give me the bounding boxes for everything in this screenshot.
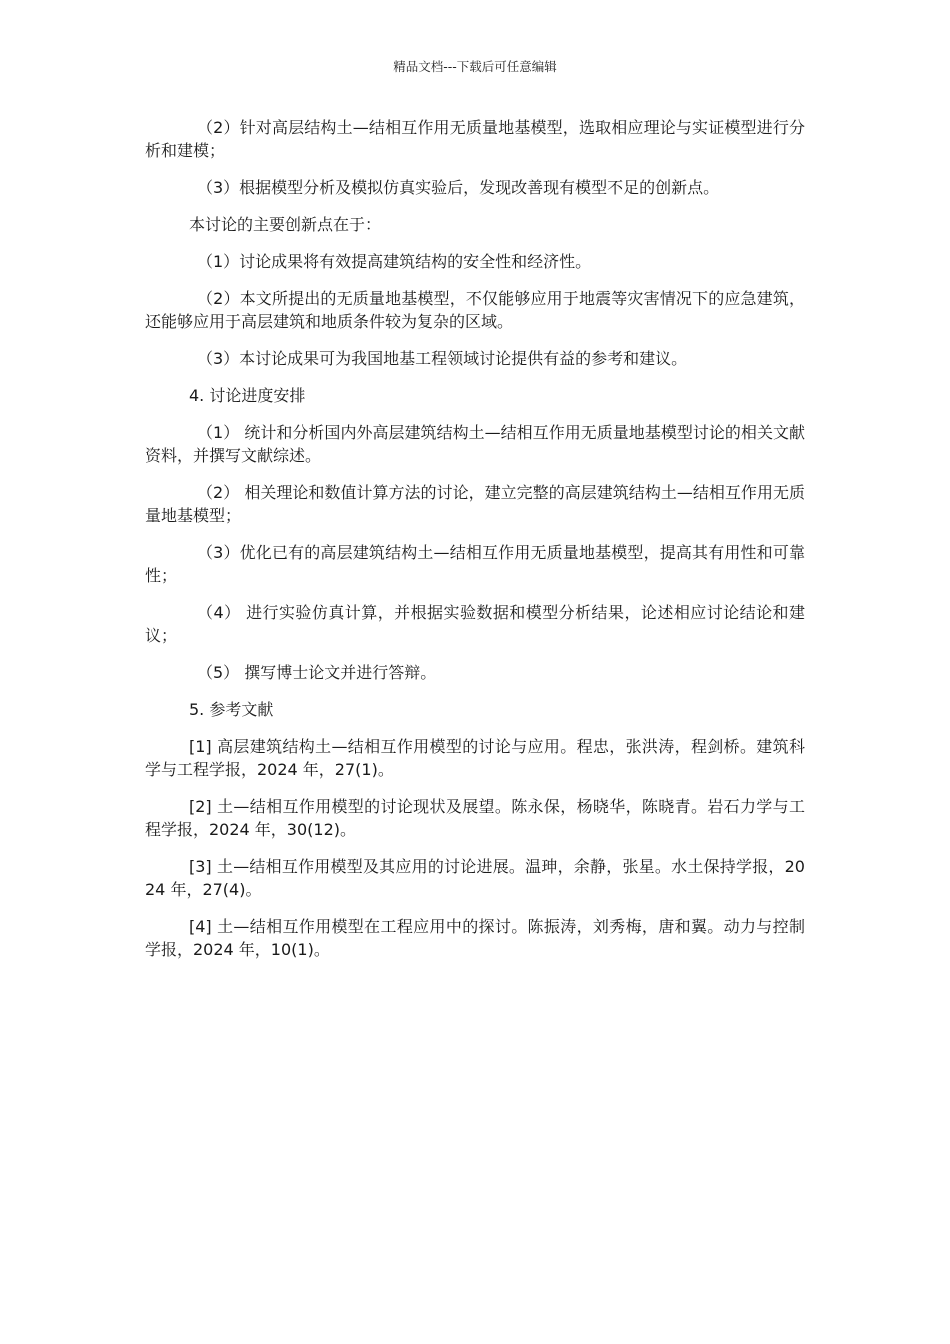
section-heading: 4. 讨论进度安排 — [189, 386, 306, 405]
paragraph: （2）针对高层结构土—结相互作用无质量地基模型，选取相应理论与实证模型进行分析和建模； — [145, 118, 805, 160]
paragraph: （3）优化已有的高层建筑结构土—结相互作用无质量地基模型，提高其有用性和可靠性； — [145, 543, 805, 585]
reference-item: [4] 土—结相互作用模型在工程应用中的探讨。陈振涛，刘秀梅，唐和翼。动力与控制学报，2024 年，10(1)。 — [145, 917, 805, 959]
document-body — [145, 116, 805, 975]
paragraph: （1）讨论成果将有效提高建筑结构的安全性和经济性。 — [197, 252, 592, 271]
page-header: 精品文档---下载后可任意编辑 — [393, 59, 557, 74]
paragraph: （3）根据模型分析及模拟仿真实验后，发现改善现有模型不足的创新点。 — [197, 178, 720, 197]
reference-item: [2] 土—结相互作用模型的讨论现状及展望。陈永保，杨晓华，陈晓青。岩石力学与工程学报，2024 年，30(12)。 — [145, 797, 805, 839]
paragraph: 本讨论的主要创新点在于： — [189, 215, 382, 234]
paragraph: （1） 统计和分析国内外高层建筑结构土—结相互作用无质量地基模型讨论的相关文献资料，并撰写文献综述。 — [145, 423, 805, 465]
paragraph: （2）本文所提出的无质量地基模型，不仅能够应用于地震等灾害情况下的应急建筑，还能够应用于高层建筑和地质条件较为复杂的区域。 — [145, 289, 805, 331]
paragraph: （5） 撰写博士论文并进行答辩。 — [197, 663, 437, 682]
paragraph: （3）本讨论成果可为我国地基工程领域讨论提供有益的参考和建议。 — [197, 349, 688, 368]
paragraph: （4） 进行实验仿真计算，并根据实验数据和模型分析结果，论述相应讨论结论和建议； — [145, 603, 805, 645]
paragraph: （2） 相关理论和数值计算方法的讨论，建立完整的高层建筑结构土—结相互作用无质量地基模型； — [145, 483, 805, 525]
reference-item: [3] 土—结相互作用模型及其应用的讨论进展。温珅，余静，张星。水土保持学报，2024 年，27(4)。 — [145, 857, 805, 899]
section-heading: 5. 参考文献 — [189, 700, 274, 719]
reference-item: [1] 高层建筑结构土—结相互作用模型的讨论与应用。程忠，张洪涛，程剑桥。建筑科学与工程学报，2024 年，27(1)。 — [145, 737, 805, 779]
